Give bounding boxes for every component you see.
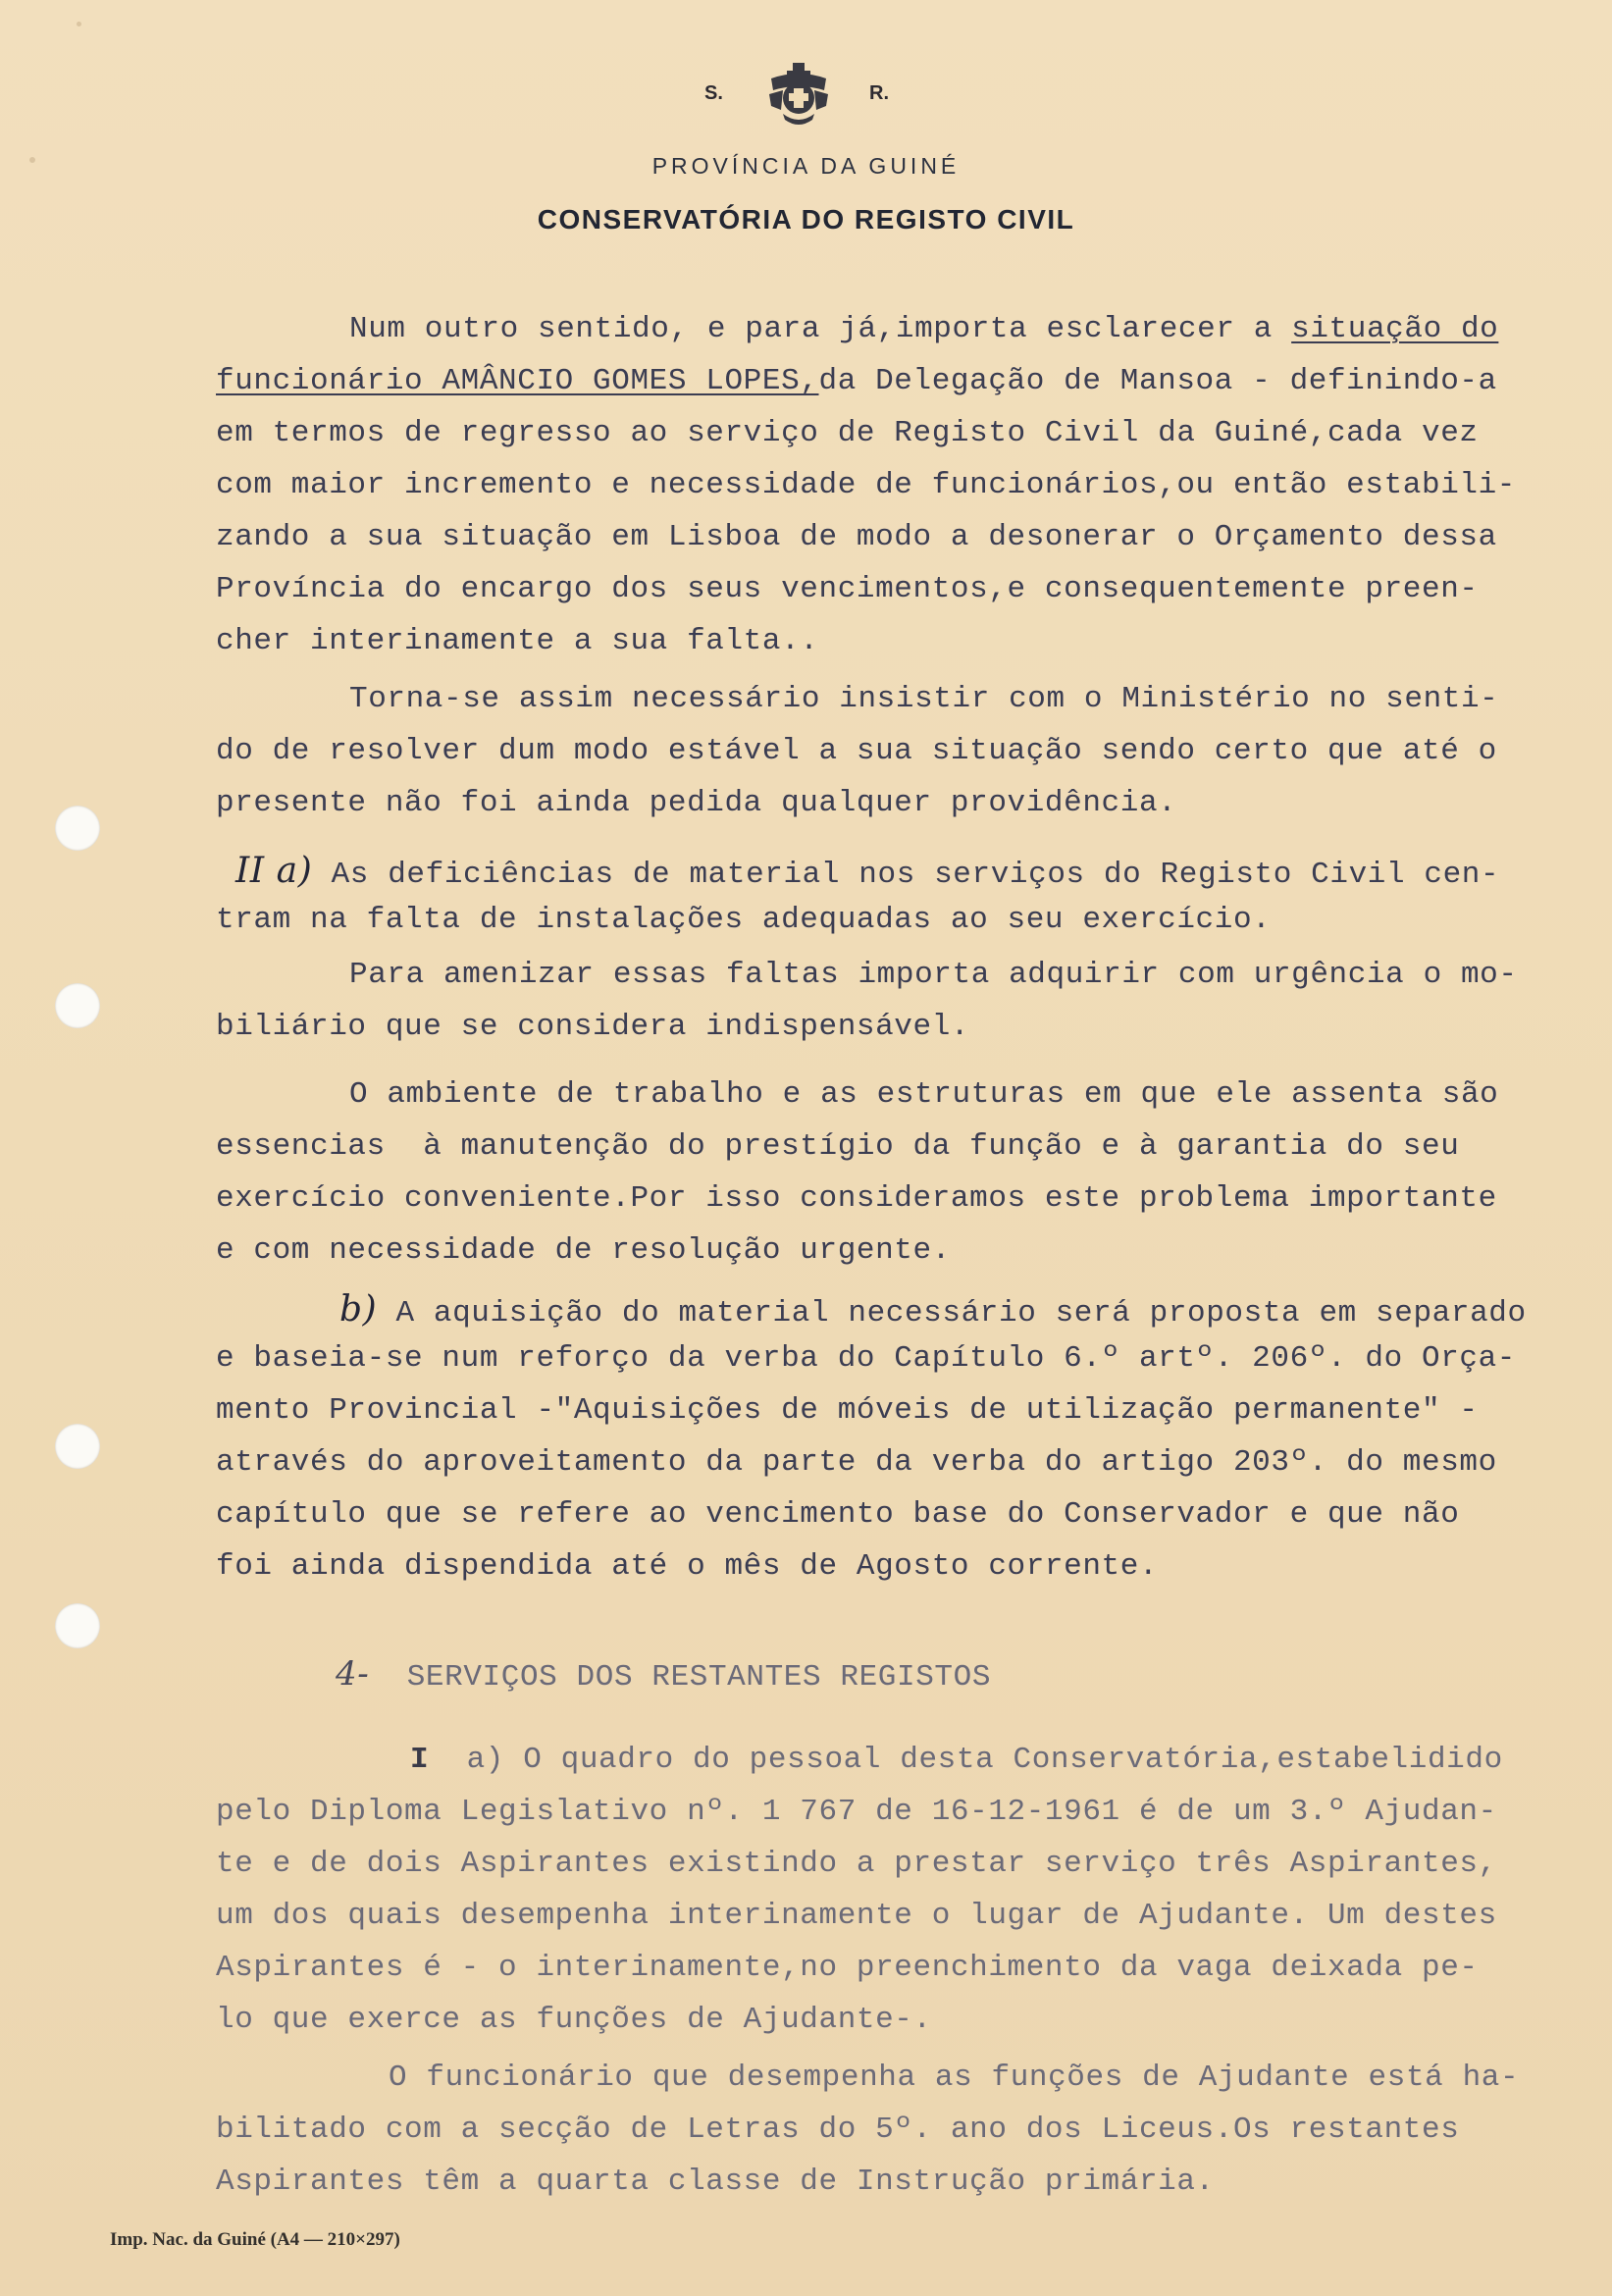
body-line: lo que exerce as funções de Ajudante-. — [216, 2003, 932, 2037]
body-text: A aquisição do material necessário será proposta em separado — [395, 1296, 1527, 1331]
body-text: As deficiências de material nos serviços do Registo Civil cen- — [331, 858, 1500, 892]
punch-hole — [55, 806, 100, 851]
printer-imprint: Imp. Nac. da Guiné (A4 — 210×297) — [110, 2229, 400, 2250]
body-line: foi ainda dispendida até o mês de Agosto corrente. — [216, 1549, 1159, 1584]
handwritten-mark: 4- — [336, 1654, 370, 1694]
body-line — [349, 312, 1498, 346]
body-line: Província do encargo dos seus vencimentos,e consequentemente preen- — [216, 572, 1479, 606]
paper-stain — [77, 22, 81, 26]
body-line: exercício conveniente.Por isso consideramos este problema importante — [216, 1181, 1497, 1216]
body-line — [410, 1743, 1503, 1777]
body-text: da Delegação de Mansoa - definindo-a — [818, 364, 1497, 398]
body-line — [235, 851, 1499, 892]
body-line: Para amenizar essas faltas importa adquirir com urgência o mo- — [349, 958, 1518, 992]
body-line: cher interinamente a sua falta.. — [216, 624, 819, 658]
body-line: essencias à manutenção do prestígio da função e à garantia do seu — [216, 1129, 1460, 1164]
handwritten-mark: I — [410, 1743, 430, 1777]
body-line: tram na falta de instalações adequadas ao seu exercício. — [216, 903, 1272, 937]
underlined-text: funcionário AMÂNCIO GOMES LOPES, — [216, 364, 819, 398]
body-line: O funcionário que desempenha as funções de Ajudante está ha- — [389, 2061, 1520, 2095]
office-heading: CONSERVATÓRIA DO REGISTO CIVIL — [537, 204, 1075, 235]
body-line: com maior incremento e necessidade de funcionários,ou então estabili- — [216, 468, 1517, 502]
body-line: biliário que se considera indispensável. — [216, 1010, 970, 1044]
handwritten-mark: b) — [339, 1289, 378, 1330]
section-heading — [336, 1654, 991, 1695]
body-line: e baseia-se num reforço da verba do Capítulo 6.º artº. 206º. do Orça- — [216, 1341, 1517, 1376]
body-line: zando a sua situação em Lisboa de modo a desonerar o Orçamento dessa — [216, 520, 1497, 554]
body-text: a) O quadro do pessoal desta Conservatória,estabelidido — [466, 1743, 1503, 1777]
body-text: Num outro sentido, e para já,importa esclarecer a — [349, 312, 1292, 346]
body-line: bilitado com a secção de Letras do 5º. ano dos Liceus.Os restantes — [216, 2113, 1460, 2147]
punch-hole — [55, 1603, 100, 1648]
body-line — [216, 364, 1497, 398]
province-heading: PROVÍNCIA DA GUINÉ — [651, 153, 961, 179]
body-line: Aspirantes é - o interinamente,no preenchimento da vaga deixada pe- — [216, 1951, 1479, 1985]
body-line: em termos de regresso ao serviço de Registo Civil da Guiné,cada vez — [216, 416, 1479, 450]
underlined-text: situação do — [1291, 312, 1499, 346]
section-title: SERVIÇOS DOS RESTANTES REGISTOS — [406, 1660, 992, 1695]
body-line: pelo Diploma Legislativo nº. 1 767 de 16-12-1961 é de um 3.º Ajudan- — [216, 1795, 1497, 1829]
body-line: mento Provincial -"Aquisições de móveis de utilização permanente" - — [216, 1393, 1479, 1428]
body-line: um dos quais desempenha interinamente o lugar de Ajudante. Um destes — [216, 1899, 1497, 1933]
coat-of-arms-seal — [765, 61, 832, 130]
punch-hole — [55, 1424, 100, 1469]
body-line: e com necessidade de resolução urgente. — [216, 1233, 951, 1268]
body-line — [339, 1289, 1527, 1331]
body-line: Torna-se assim necessário insistir com o Ministério no senti- — [349, 682, 1499, 716]
letterhead-s: S. — [704, 82, 723, 104]
handwritten-mark: II a) — [235, 851, 313, 891]
body-line: capítulo que se refere ao vencimento base do Conservador e que não — [216, 1497, 1460, 1532]
body-line: te e de dois Aspirantes existindo a prestar serviço três Aspirantes, — [216, 1847, 1497, 1881]
body-line: O ambiente de trabalho e as estruturas em que ele assenta são — [349, 1077, 1499, 1112]
letterhead-crest-row — [0, 61, 1612, 130]
body-line: do de resolver dum modo estável a sua situação sendo certo que até o — [216, 734, 1497, 768]
body-line: presente não foi ainda pedida qualquer providência. — [216, 786, 1177, 820]
punch-hole — [55, 983, 100, 1028]
body-line: Aspirantes têm a quarta classe de Instrução primária. — [216, 2165, 1215, 2199]
letterhead-r: R. — [869, 82, 889, 104]
body-line: através do aproveitamento da parte da verba do artigo 203º. do mesmo — [216, 1445, 1497, 1480]
